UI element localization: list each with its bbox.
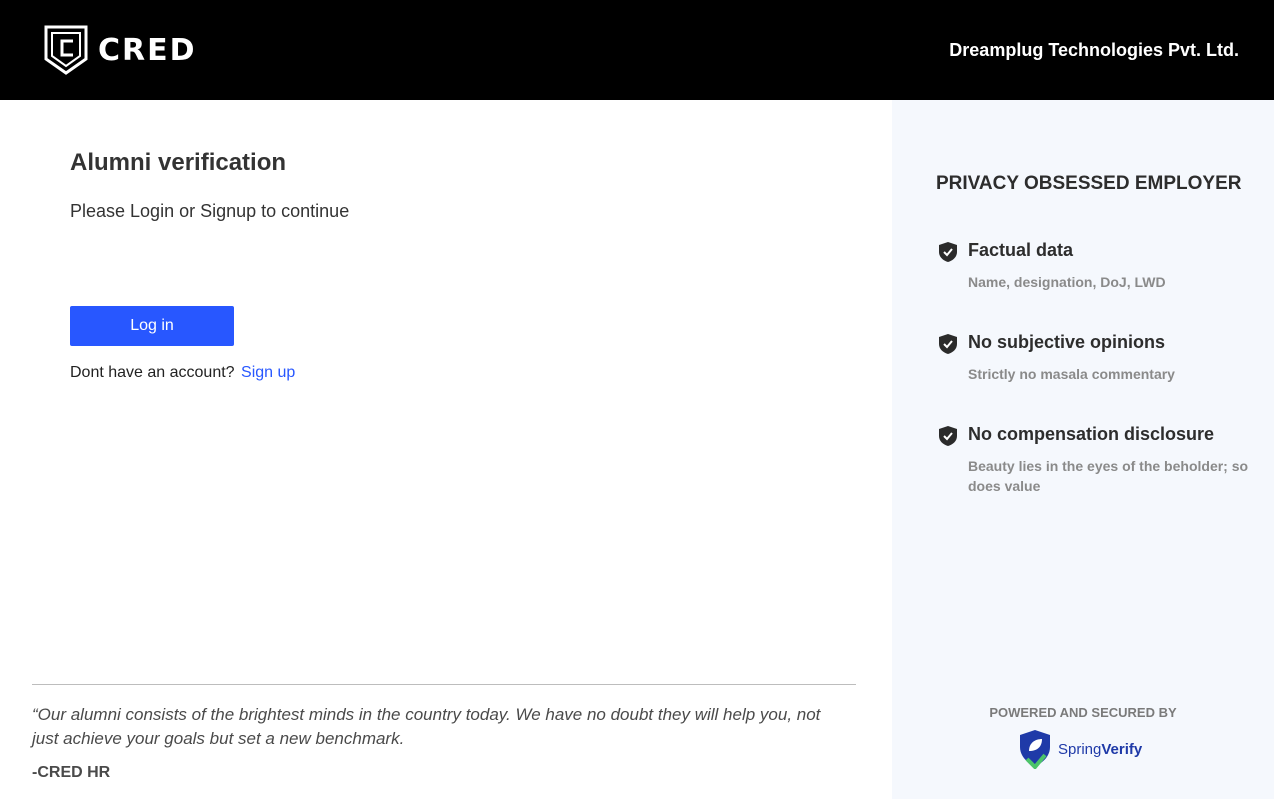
company-name: Dreamplug Technologies Pvt. Ltd.: [949, 39, 1239, 60]
signup-link[interactable]: Sign up: [241, 364, 296, 381]
page-title: Alumni verification: [70, 149, 287, 176]
brand-logo[interactable]: [44, 25, 197, 75]
feature-description: Name, designation, DoJ, LWD: [968, 274, 1166, 290]
brand-name: CRED: [98, 32, 197, 68]
feature-title: No compensation disclosure: [968, 424, 1215, 444]
divider: [32, 684, 856, 685]
cred-shield-icon: [44, 25, 88, 75]
feature-title: No subjective opinions: [968, 332, 1166, 352]
shield-check-icon: [939, 426, 957, 446]
feature-description: Beauty lies in the eyes of the beholder; so does value: [968, 458, 1249, 494]
quote-author: -CRED HR: [32, 764, 111, 781]
page-subtitle: Please Login or Signup to continue: [70, 201, 350, 221]
main-panel: [0, 100, 892, 799]
hr-quote: “Our alumni consists of the brightest minds in the country today. We have no doubt they will help you, not just achieve your goals but set a new benchmark.: [32, 705, 821, 748]
shield-check-icon: [939, 334, 957, 354]
sidebar-heading: PRIVACY OBSESSED EMPLOYER: [936, 173, 1242, 194]
privacy-sidebar: [892, 100, 1274, 799]
springverify-logo[interactable]: [1018, 729, 1142, 769]
top-header: [0, 0, 1274, 100]
powered-by-label: POWERED AND SECURED BY: [989, 705, 1177, 720]
springverify-wordmark: [1058, 741, 1142, 758]
feature-title: Factual data: [968, 240, 1074, 260]
login-button[interactable]: Log in: [70, 306, 234, 346]
shield-check-icon: [939, 242, 957, 262]
wordmark-part: Spring: [1058, 740, 1102, 758]
wordmark-part-bold: Verify: [1101, 740, 1143, 758]
feature-description: Strictly no masala commentary: [968, 366, 1175, 382]
springverify-shield-icon: [1018, 729, 1052, 769]
signup-row: [70, 364, 295, 382]
signup-prompt: Dont have an account?: [70, 364, 235, 381]
